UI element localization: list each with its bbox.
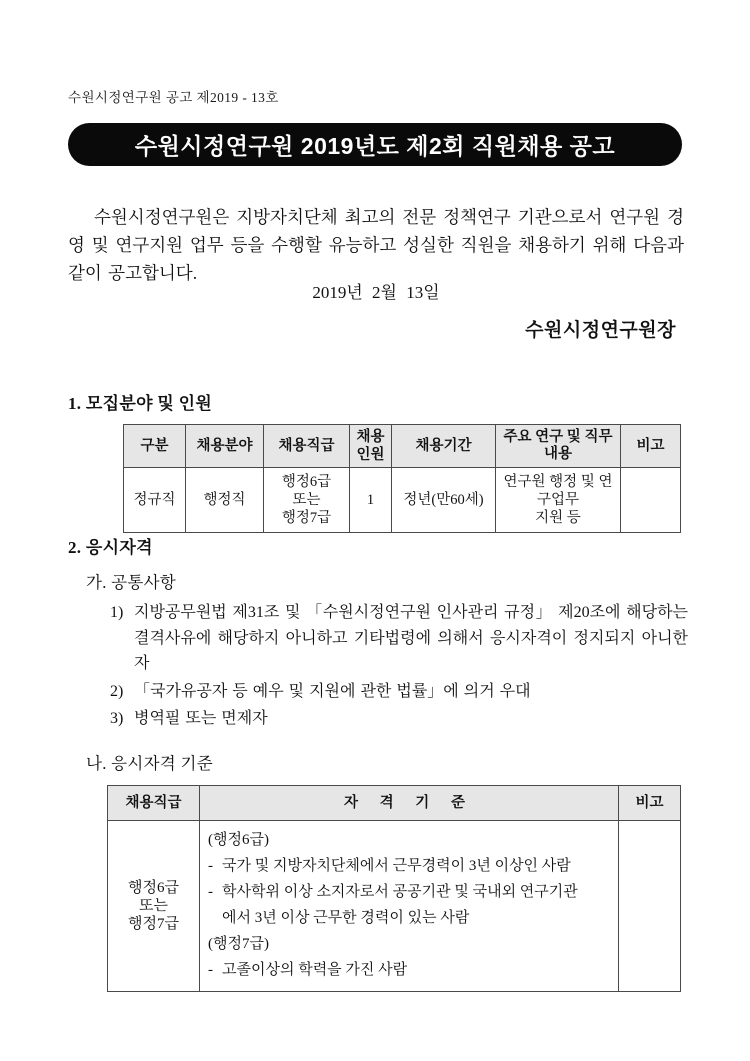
- column-header-division: 구분: [124, 425, 186, 468]
- criteria-bullet: [208, 879, 610, 905]
- bullet-dash-icon: -: [208, 858, 213, 874]
- section-2-heading: 2. 응시자격: [68, 538, 153, 557]
- section-2b-heading: 나. 응시자격 기준: [86, 754, 213, 773]
- list-item-text: 병역필 또는 면제자: [134, 710, 268, 727]
- list-item-text: 「국가유공자 등 예우 및 지원에 관한 법률」에 의거 우대: [134, 682, 531, 700]
- criteria-bullet: [208, 957, 610, 983]
- cell-field: 행정직: [186, 468, 264, 533]
- column-header-count-line2: 인원: [356, 447, 385, 463]
- common-requirements-list: [110, 600, 688, 734]
- column-header-duties: 주요 연구 및 직무내용: [496, 425, 621, 468]
- announcement-date: 2019년 2월 13일: [312, 283, 440, 302]
- section-1-heading: 1. 모집분야 및 인원: [68, 394, 213, 413]
- criteria-group-label: (행정6급): [208, 832, 269, 848]
- cell-grade-line3: 행정7급: [128, 916, 179, 932]
- table-header-row: [124, 425, 681, 468]
- table-header-row: [108, 786, 681, 821]
- column-header-criteria: 자 격 기 준: [200, 786, 619, 821]
- column-header-grade: 채용직급: [264, 425, 350, 468]
- cell-note: [621, 468, 681, 533]
- table-row: [108, 821, 681, 992]
- cell-grade: [264, 468, 350, 533]
- cell-count: 1: [350, 468, 392, 533]
- list-item-marker: 2): [110, 682, 124, 700]
- cell-duties: [496, 468, 621, 533]
- column-header-note: 비고: [619, 786, 681, 821]
- column-header-grade: 채용직급: [108, 786, 200, 821]
- cell-note: [619, 821, 681, 992]
- cell-grade-line3: 행정7급: [281, 510, 332, 526]
- criteria-bullet-text: 학사학위 이상 소지자로서 공공기관 및 국내외 연구기관: [222, 884, 578, 900]
- cell-grade-line1: 행정6급: [128, 880, 179, 896]
- cell-duties-line2: 지원 등: [535, 510, 581, 526]
- column-header-field: 채용분야: [186, 425, 264, 468]
- bullet-dash-icon: -: [208, 884, 213, 900]
- list-item: [110, 600, 688, 677]
- list-item: [110, 706, 688, 732]
- list-item-marker: 1): [110, 604, 124, 621]
- cell-grade-line2: 또는: [292, 492, 321, 508]
- cell-division: 정규직: [124, 468, 186, 533]
- cell-period: 정년(만60세): [392, 468, 496, 533]
- recruitment-table: [123, 424, 681, 533]
- list-item-text: 지방공무원법 제31조 및 「수원시정연구원 인사관리 규정」 제20조에 해당하는 결격사유에 해당하지 아니하고 기타법령에 의해서 응시자격이 정지되지 아니한 자: [134, 604, 688, 672]
- cell-grade: [108, 821, 200, 992]
- section-2a-heading: 가. 공통사항: [86, 573, 177, 592]
- cell-criteria: [200, 821, 619, 992]
- column-header-period: 채용기간: [392, 425, 496, 468]
- intro-paragraph: 수원시정연구원은 지방자치단체 최고의 전문 정책연구 기관으로서 연구원 경영 및 연구지원 업무 등을 수행할 유능하고 성실한 직원을 채용하기 위해 다음과 같이 공고합니다.: [68, 206, 684, 283]
- column-header-count: [350, 425, 392, 468]
- announcement-title-banner: [68, 123, 682, 166]
- cell-grade-line2: 또는: [139, 898, 168, 914]
- page-title: 수원시정연구원 2019년도 제2회 직원채용 공고: [134, 133, 616, 159]
- column-header-count-line1: 채용: [356, 429, 385, 445]
- criteria-bullet-text: 국가 및 지방자치단체에서 근무경력이 3년 이상인 사람: [222, 858, 571, 874]
- column-header-note: 비고: [621, 425, 681, 468]
- bullet-dash-icon: -: [208, 962, 213, 978]
- list-item-marker: 3): [110, 710, 124, 727]
- issuer-signature: 수원시정연구원장: [525, 320, 676, 341]
- criteria-bullet-continuation: 에서 3년 이상 근무한 경력이 있는 사람: [222, 910, 470, 926]
- table-row: [124, 468, 681, 533]
- cell-duties-line1: 연구원 행정 및 연구업무: [503, 474, 613, 508]
- cell-grade-line1: 행정6급: [281, 474, 332, 490]
- qualification-table: [107, 785, 681, 992]
- list-item: [110, 679, 688, 705]
- document-number: 수원시정연구원 공고 제2019 - 13호: [68, 90, 279, 105]
- criteria-group-label: (행정7급): [208, 936, 269, 952]
- criteria-bullet-text: 고졸이상의 학력을 가진 사람: [222, 962, 408, 978]
- criteria-bullet: [208, 853, 610, 879]
